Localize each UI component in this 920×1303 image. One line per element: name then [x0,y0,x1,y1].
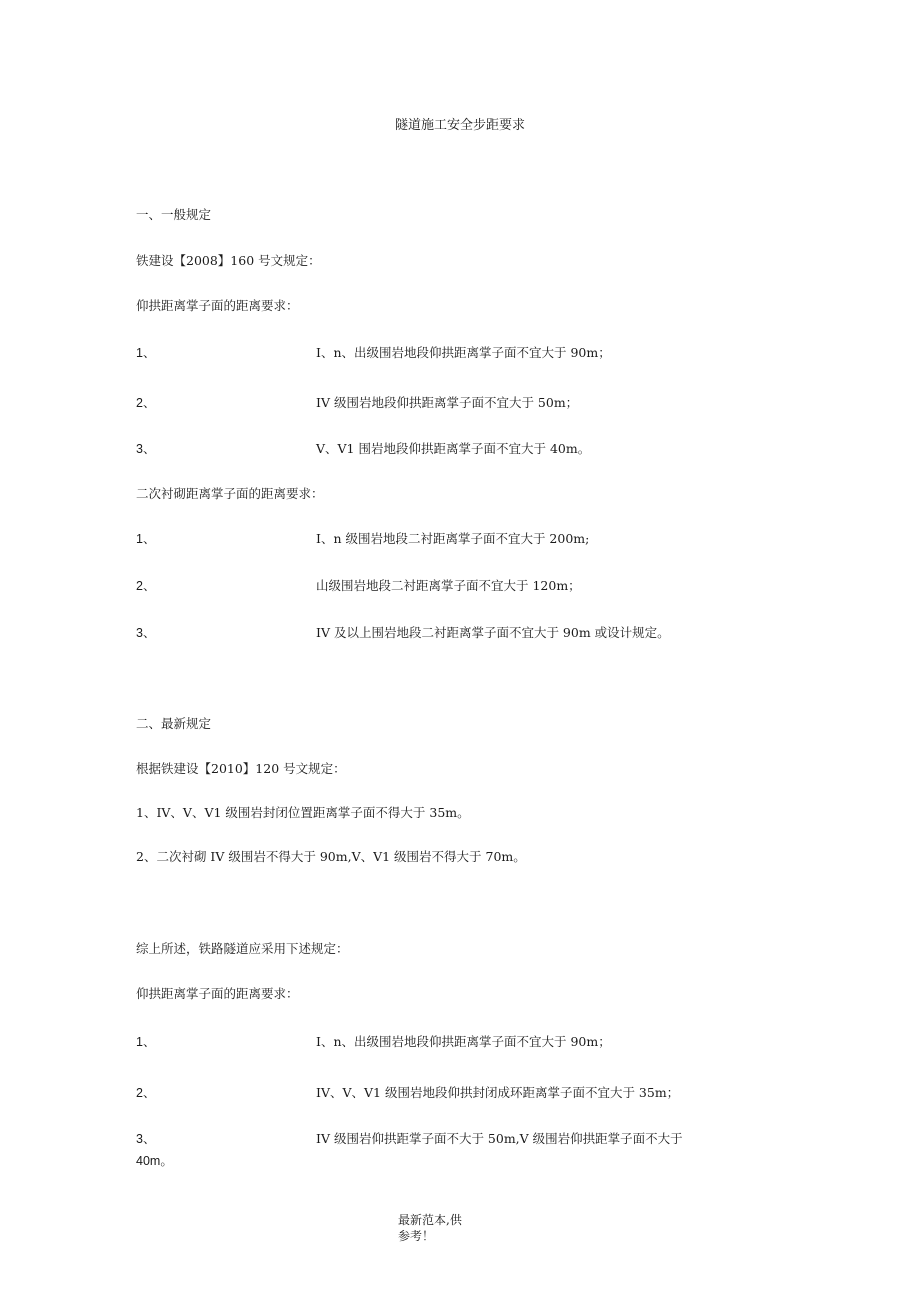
section2-item-1: 1、IV、V、V1 级围岩封闭位置距离掌子面不得大于 35m。 [136,805,470,820]
summary-intro: 综上所述，铁路隧道应采用下述规定： [136,941,349,956]
section1-invert-heading: 仰拱距离掌子面的距离要求： [136,298,299,313]
summary-item-2-number: 2、 [136,1086,156,1100]
summary-item-1-text: I、n、出级围岩地段仰拱距离掌子面不宜大于 90m； [316,1034,611,1049]
invert-item-3-text: V、V1 围岩地段仰拱距离掌子面不宜大于 40m。 [316,441,591,456]
section2-source: 根据铁建设【2010】120 号文规定： [136,761,346,776]
footer-line-1: 最新范本,供 [398,1213,462,1227]
lining-item-3-number: 3、 [136,626,156,640]
summary-item-2-text: IV、V、V1 级围岩地段仰拱封闭成环距离掌子面不宜大于 35m； [316,1085,680,1100]
footer-line-2: 参考！ [398,1229,435,1243]
document-title: 隧道施工安全步距要求 [394,118,525,133]
summary-item-3-text: IV 级围岩仰拱距掌子面不大于 50m,V 级围岩仰拱距掌子面不大于 [316,1131,683,1146]
invert-item-1-text: I、n、出级围岩地段仰拱距离掌子面不宜大于 90m； [316,345,611,360]
section2-item-2: 2、二次衬砌 IV 级围岩不得大于 90m,V、V1 级围岩不得大于 70m。 [136,849,526,864]
lining-item-1-text: I、n 级围岩地段二衬距离掌子面不宜大于 200m; [316,531,590,546]
invert-item-1-number: 1、 [136,346,156,360]
section1-lining-heading: 二次衬砌距离掌子面的距离要求： [136,486,324,501]
lining-item-2-number: 2、 [136,579,156,593]
lining-item-3-text: IV 及以上围岩地段二衬距离掌子面不宜大于 90m 或设计规定。 [316,625,670,640]
summary-item-1-number: 1、 [136,1035,156,1049]
invert-item-2-text: IV 级围岩地段仰拱距离掌子面不宜大于 50m； [316,395,579,410]
lining-item-1-number: 1、 [136,532,156,546]
lining-item-2-text: 山级围岩地段二衬距离掌子面不宜大于 120m； [316,578,581,593]
summary-item-3-continuation: 40m。 [136,1154,173,1168]
section1-source: 铁建设【2008】160 号文规定： [136,253,321,268]
invert-item-2-number: 2、 [136,396,156,410]
invert-item-3-number: 3、 [136,442,156,456]
section1-heading: 一、一般规定 [136,207,212,222]
summary-invert-heading: 仰拱距离掌子面的距离要求： [136,986,299,1001]
summary-item-3-number: 3、 [136,1132,156,1146]
section2-heading: 二、最新规定 [136,716,212,731]
